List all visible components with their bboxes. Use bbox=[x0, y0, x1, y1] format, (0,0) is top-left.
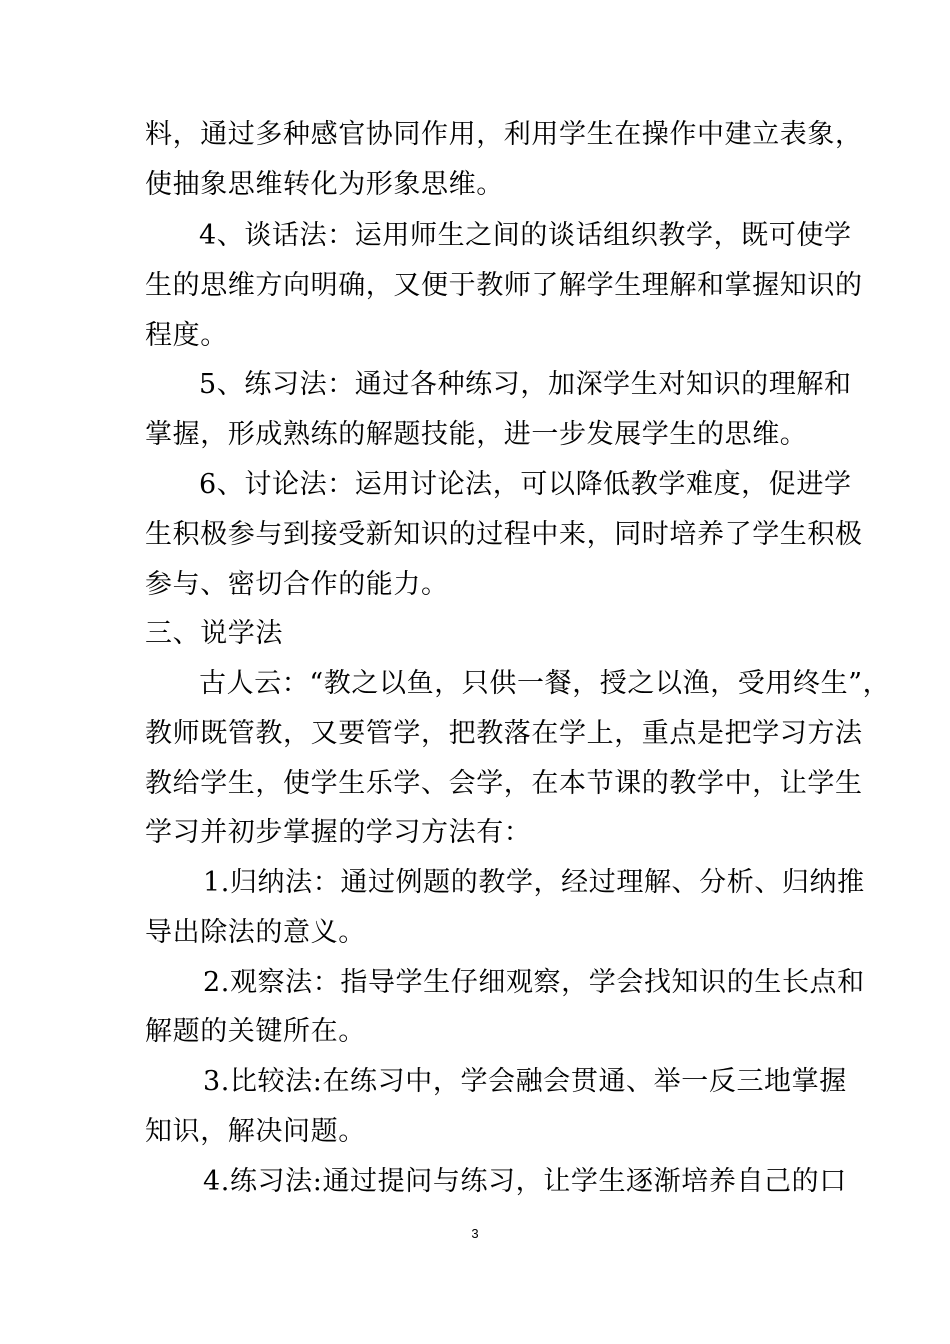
list-item-line: 知识，解决问题。 bbox=[145, 1116, 366, 1147]
page-number: 3 bbox=[471, 1226, 479, 1241]
paragraph-line: 古人云：“教之以鱼，只供一餐，授之以渔，受用终生”， bbox=[199, 668, 891, 699]
paragraph-line: 料，通过多种感官协同作用，利用学生在操作中建立表象， bbox=[145, 119, 863, 150]
paragraph-line: 学习并初步掌握的学习方法有： bbox=[145, 817, 532, 848]
paragraph-line: 教给学生，使学生乐学、会学，在本节课的教学中，让学生 bbox=[145, 768, 863, 799]
paragraph-line: 6、讨论法：运用讨论法，可以降低教学难度，促进学 bbox=[199, 469, 852, 500]
paragraph-line: 使抽象思维转化为形象思维。 bbox=[145, 169, 504, 200]
paragraph-line: 掌握，形成熟练的解题技能，进一步发展学生的思维。 bbox=[145, 419, 808, 450]
list-item-line: 4.练习法:通过提问与练习，让学生逐渐培养自己的口 bbox=[203, 1166, 847, 1197]
list-item-line: 3.比较法:在练习中，学会融会贯通、举一反三地掌握 bbox=[203, 1066, 847, 1097]
list-item-line: 1.归纳法：通过例题的教学，经过理解、分析、归纳推 bbox=[203, 867, 865, 898]
paragraph-line: 5、练习法：通过各种练习，加深学生对知识的理解和 bbox=[199, 369, 852, 400]
list-item-line: 导出除法的意义。 bbox=[145, 917, 366, 948]
paragraph-line: 生积极参与到接受新知识的过程中来，同时培养了学生积极 bbox=[145, 519, 863, 550]
paragraph-line: 教师既管教，又要管学，把教落在学上，重点是把学习方法 bbox=[145, 718, 863, 749]
section-heading: 三、说学法 bbox=[145, 618, 283, 649]
list-item-line: 解题的关键所在。 bbox=[145, 1016, 366, 1047]
paragraph-line: 程度。 bbox=[145, 320, 228, 351]
paragraph-line: 参与、密切合作的能力。 bbox=[145, 569, 449, 600]
paragraph-line: 生的思维方向明确，又便于教师了解学生理解和掌握知识的 bbox=[145, 270, 863, 301]
list-item-line: 2.观察法：指导学生仔细观察，学会找知识的生长点和 bbox=[203, 967, 865, 998]
paragraph-line: 4、谈话法：运用师生之间的谈话组织教学，既可使学 bbox=[199, 220, 852, 251]
